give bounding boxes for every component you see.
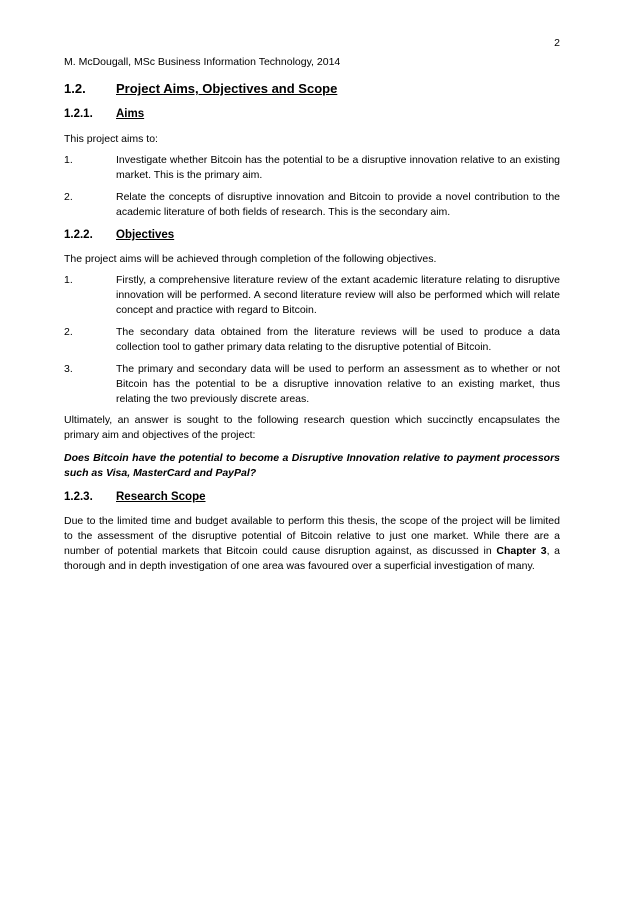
section-number: 1.2. <box>64 81 86 96</box>
list-item-text: The secondary data obtained from the literature reviews will be used to produce a data collection tool to gather primary data relating to the disruptive potential of Bitcoin. <box>116 326 560 353</box>
list-item-text: The primary and secondary data will be used to perform an assessment as to whether or not Bitcoin has the potential to be a disruptive innovation relative to an existing market, thus relating the two previously discrete areas. <box>116 363 560 405</box>
list-marker: 1. <box>64 274 73 286</box>
scope-heading <box>64 490 206 505</box>
scope-title: Research Scope <box>116 491 206 503</box>
aims-intro: This project aims to: <box>64 133 158 145</box>
objectives-title: Objectives <box>116 229 175 241</box>
research-question: Does Bitcoin have the potential to become a Disruptive Innovation relative to payment processors such as Visa, MasterCard and PayPal? <box>64 452 560 479</box>
list-item-text: Relate the concepts of disruptive innovation and Bitcoin to provide a novel contribution to the academic literature of both fields of research. This is the secondary aim. <box>116 191 560 218</box>
scope-number: 1.2.3. <box>64 491 93 503</box>
page-number: 2 <box>554 37 560 49</box>
objectives-intro: The project aims will be achieved through completion of the following objectives. <box>64 253 437 265</box>
list-marker: 1. <box>64 154 73 166</box>
list-item-text: Firstly, a comprehensive literature review of the extant academic literature relating to disruptive innovation will be performed. A second literature review will also be performed which will relate concept and practice with regard to Bitcoin. <box>116 274 560 316</box>
aims-heading <box>64 107 144 122</box>
running-header: M. McDougall, MSc Business Information Technology, 2014 <box>64 56 341 68</box>
scope-text-before: Due to the limited time and budget available to perform this thesis, the scope of the project will be limited to the assessment of the disruptive potential of Bitcoin relative to just one market. While there are a number of potential markets that Bitcoin could cause disruption against, as discussed in <box>64 515 560 557</box>
scope-text-after: , a thorough and in depth investigation of one area was favoured over a superficial investigation of many. <box>64 545 560 572</box>
section-title: Project Aims, Objectives and Scope <box>116 81 338 96</box>
scope-paragraph <box>64 514 560 574</box>
list-marker: 3. <box>64 363 73 375</box>
list-marker: 2. <box>64 326 73 338</box>
objectives-heading <box>64 228 174 243</box>
list-marker: 2. <box>64 191 73 203</box>
aims-title: Aims <box>116 108 145 120</box>
scope-chapter-reference: Chapter 3 <box>496 545 547 557</box>
list-item-text: Investigate whether Bitcoin has the potential to be a disruptive innovation relative to an existing market. This is the primary aim. <box>116 154 560 181</box>
objectives-conclusion: Ultimately, an answer is sought to the following research question which succinctly encapsulates the primary aim and objectives of the project: <box>64 414 560 441</box>
aims-number: 1.2.1. <box>64 108 93 120</box>
objectives-number: 1.2.2. <box>64 229 93 241</box>
section-heading <box>64 81 337 96</box>
